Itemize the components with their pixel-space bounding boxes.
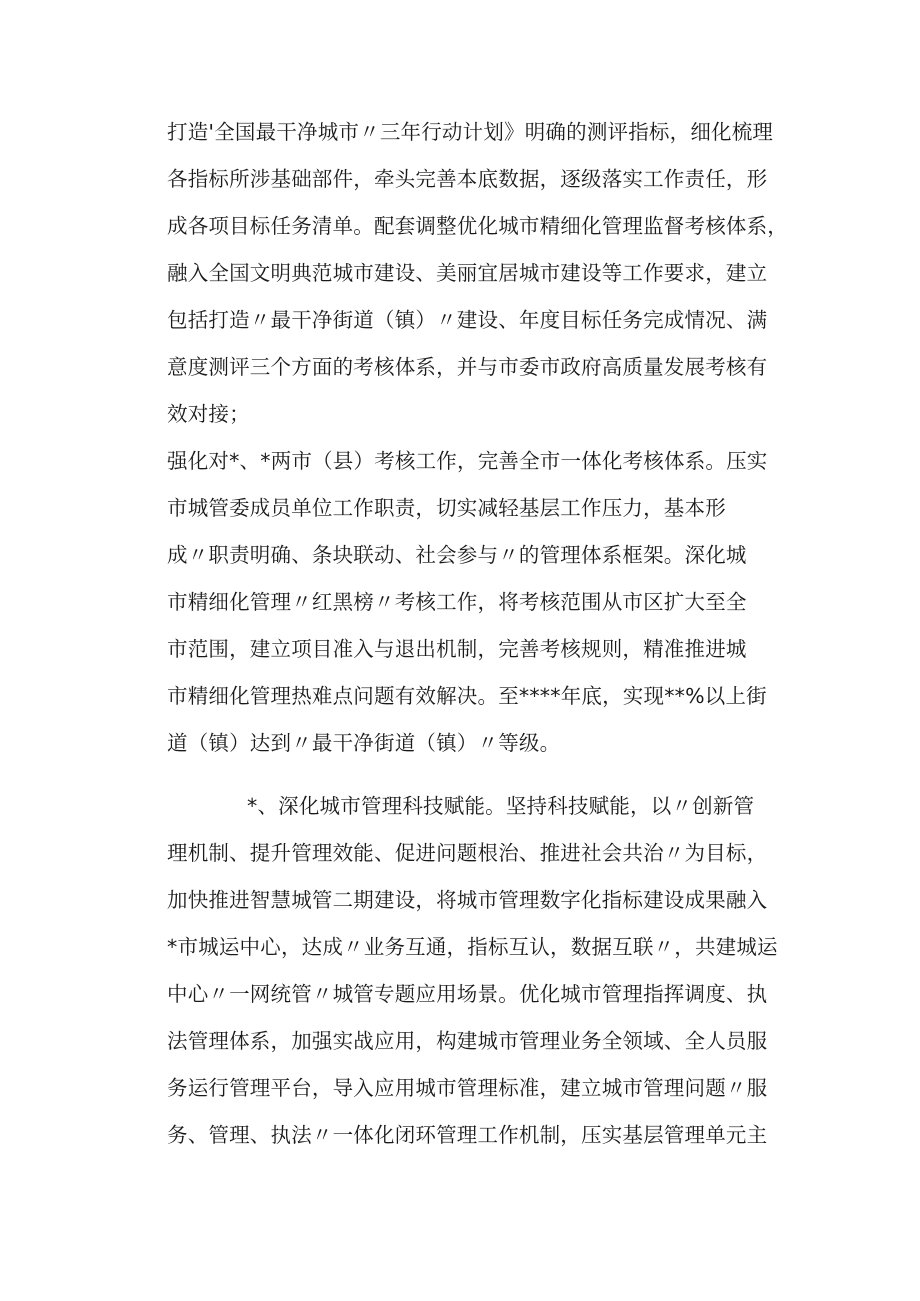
text-line: 融入全国文明典范城市建设、美丽宜居城市建设等工作要求，建立 [167, 261, 768, 285]
text-line: 理机制、提升管理效能、促进问题根治、推进社会共治〃为目标， [167, 841, 768, 865]
text-line: 成各项目标任务清单。配套调整优化城市精细化管理监督考核体系， [167, 214, 788, 238]
text-line: 道（镇）达到〃最干净街道（镇）〃等级。 [167, 731, 561, 755]
text-line: 市精细化管理〃红黑榜〃考核工作，将考核范围从市区扩大至全 [167, 590, 747, 614]
text-line: 意度测评三个方面的考核体系，并与市委市政府高质量发展考核有 [167, 355, 768, 379]
text-line: 法管理体系，加强实战应用，构建城市管理业务全领域、全人员服 [167, 1029, 768, 1053]
text-line: 加快推进智慧城管二期建设，将城市管理数字化指标建设成果融入 [167, 888, 768, 912]
text-line: 市精细化管理热难点问题有效解决。至****年底，实现**%以上街 [167, 684, 767, 708]
text-line: 市范围，建立项目准入与退出机制，完善考核规则，精准推进城 [167, 637, 747, 661]
text-line: 各指标所涉基础部件，牵头完善本底数据，逐级落实工作责任，形 [167, 167, 768, 191]
text-line: 包括打造〃最干净街道（镇）〃建设、年度目标任务完成情况、满 [167, 308, 768, 332]
text-line: 强化对*、*两市（县）考核工作，完善全市一体化考核体系。压实 [167, 449, 768, 473]
text-line: 市城管委成员单位工作职责，切实减轻基层工作压力，基本形 [167, 496, 726, 520]
text-line: 务、管理、执法〃一体化闭环管理工作机制，压实基层管理单元主 [167, 1123, 768, 1147]
text-line: 中心〃一网统管〃城管专题应用场景。优化城市管理指挥调度、执 [167, 982, 768, 1006]
text-line: 效对接； [167, 402, 250, 426]
text-line: *市城运中心，达成〃业务互通，指标互认，数据互联〃，共建城运 [167, 935, 778, 959]
text-line: 务运行管理平台，导入应用城市管理标准，建立城市管理问题〃服 [167, 1076, 768, 1100]
text-line: 打造'全国最干净城市〃三年行动计划》明确的测评指标，细化梳理 [167, 120, 774, 144]
paragraph-heading-line: *、深化城市管理科技赋能。坚持科技赋能，以〃创新管 [247, 794, 755, 818]
text-line: 成〃职责明确、条块联动、社会参与〃的管理体系框架。深化城 [167, 543, 747, 567]
